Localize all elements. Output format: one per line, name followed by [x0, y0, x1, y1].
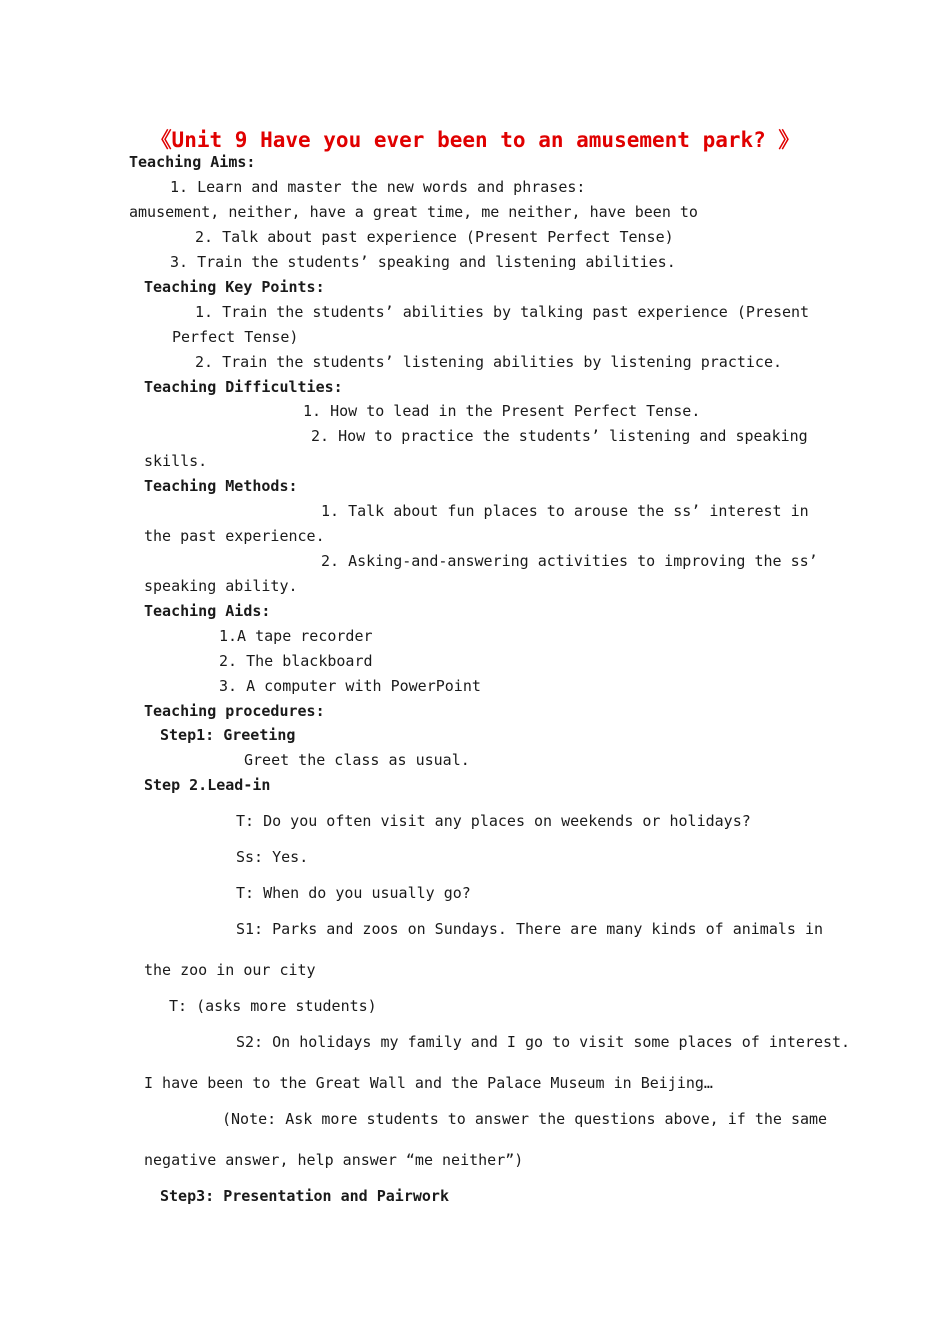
- procedures-heading: Teaching procedures:: [144, 702, 325, 720]
- dialogue-line-6-cont: I have been to the Great Wall and the Palace Museum in Beijing…: [144, 1074, 713, 1092]
- methods-item-2: 2. Asking-and-answering activities to improving the ss’: [321, 552, 818, 570]
- key-points-item-1: 1. Train the students’ abilities by talking past experience (Present: [195, 303, 810, 321]
- dialogue-line-3: T: When do you usually go?: [236, 884, 471, 902]
- difficulties-item-1: 1. How to lead in the Present Perfect Tense.: [303, 402, 701, 420]
- key-points-item-1-cont: Perfect Tense): [172, 328, 299, 346]
- teacher-note-cont: negative answer, help answer “me neither”): [144, 1151, 524, 1169]
- difficulties-heading: Teaching Difficulties:: [144, 378, 343, 396]
- teaching-aims-heading: Teaching Aims:: [129, 153, 256, 171]
- methods-heading: Teaching Methods:: [144, 477, 298, 495]
- key-points-item-2: 2. Train the students’ listening abilities by listening practice.: [195, 353, 782, 371]
- aids-heading: Teaching Aids:: [144, 602, 271, 620]
- difficulties-item-2-cont: skills.: [144, 452, 208, 470]
- methods-item-1: 1. Talk about fun places to arouse the ss’ interest in: [321, 502, 809, 520]
- difficulties-item-2: 2. How to practice the students’ listening and speaking: [311, 427, 808, 445]
- document-title: 《Unit 9 Have you ever been to an amusement park? 》: [150, 128, 800, 152]
- methods-item-2-cont: speaking ability.: [144, 577, 298, 595]
- aims-item-1: 1. Learn and master the new words and phrases:: [170, 178, 586, 196]
- aims-words: amusement, neither, have a great time, me neither, have been to: [129, 203, 698, 221]
- key-points-heading: Teaching Key Points:: [144, 278, 325, 296]
- dialogue-line-4: S1: Parks and zoos on Sundays. There are many kinds of animals in: [236, 920, 823, 938]
- step2-heading: Step 2.Lead-in: [144, 776, 271, 794]
- dialogue-line-1: T: Do you often visit any places on weekends or holidays?: [236, 812, 751, 830]
- methods-item-1-cont: the past experience.: [144, 527, 325, 545]
- dialogue-line-5: T: (asks more students): [169, 997, 377, 1015]
- dialogue-line-2: Ss: Yes.: [236, 848, 309, 866]
- step1-heading: Step1: Greeting: [160, 726, 296, 744]
- aids-item-1: 1.A tape recorder: [219, 627, 373, 645]
- aids-item-2: 2. The blackboard: [219, 652, 373, 670]
- dialogue-line-6: S2: On holidays my family and I go to visit some places of interest.: [236, 1033, 851, 1051]
- step1-text: Greet the class as usual.: [244, 751, 470, 769]
- step3-heading: Step3: Presentation and Pairwork: [160, 1187, 449, 1205]
- teacher-note: (Note: Ask more students to answer the questions above, if the same: [222, 1110, 828, 1128]
- aids-item-3: 3. A computer with PowerPoint: [219, 677, 481, 695]
- aims-item-2: 2. Talk about past experience (Present Perfect Tense): [195, 228, 674, 246]
- dialogue-line-4-cont: the zoo in our city: [144, 961, 316, 979]
- aims-item-3: 3. Train the students’ speaking and listening abilities.: [170, 253, 676, 271]
